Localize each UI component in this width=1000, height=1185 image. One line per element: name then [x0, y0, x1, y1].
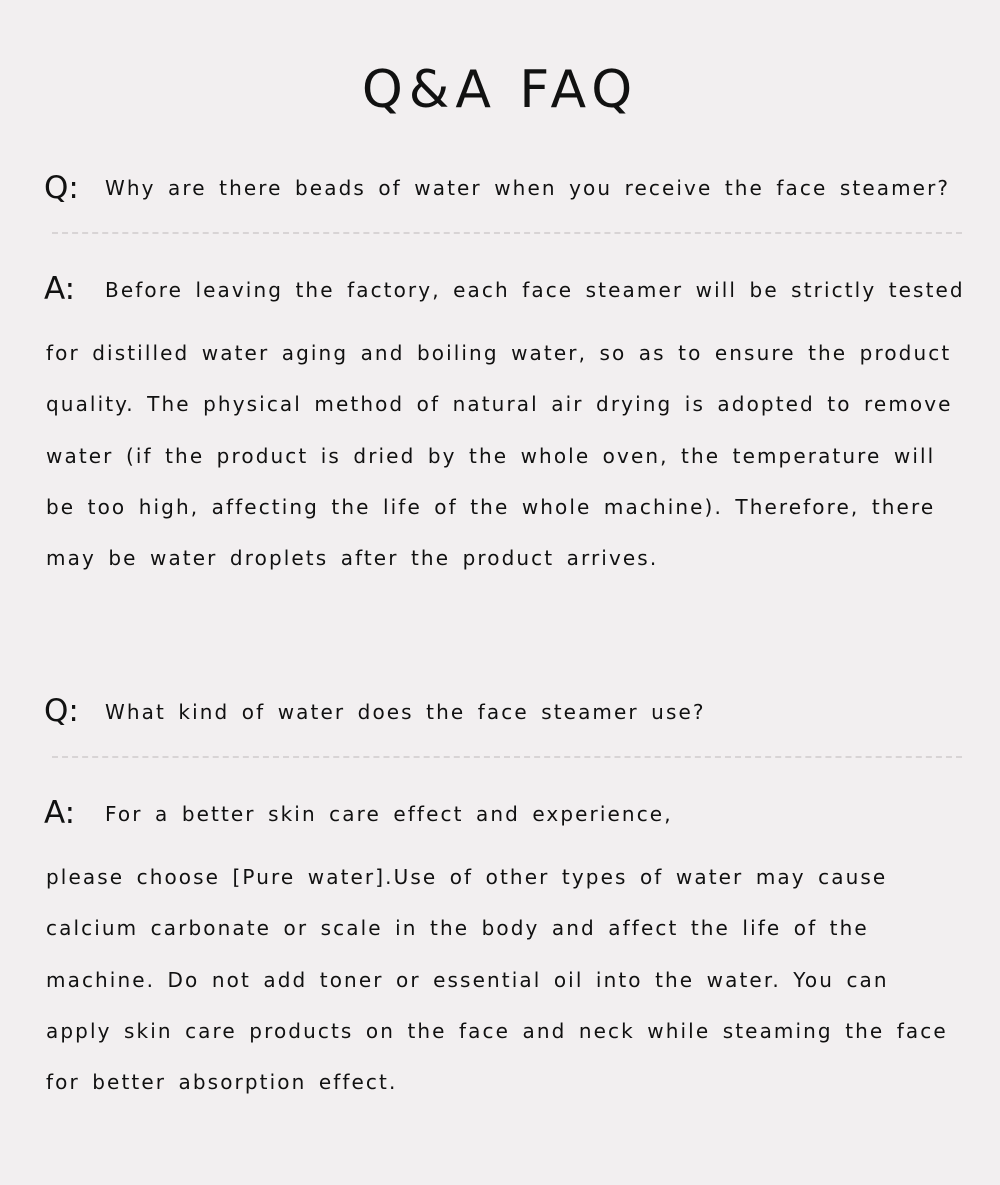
faq-1-answer-line: be too high, affecting the life of the whole machine). Therefore, there [46, 495, 936, 519]
faq-1-answer-line: quality. The physical method of natural air drying is adopted to remove [46, 392, 953, 416]
faq-2-answer-line: machine. Do not add toner or essential oil into the water. You can [46, 968, 889, 992]
answer-marker: A: [44, 271, 76, 307]
faq-2-answer-line: for better absorption effect. [46, 1070, 398, 1094]
faq-2-answer-line: apply skin care products on the face and neck while steaming the face [46, 1019, 948, 1043]
faq-1-answer-line: for distilled water aging and boiling water, so as to ensure the product [46, 341, 952, 365]
page-title: Q&A FAQ [361, 60, 639, 120]
faq-2-question: What kind of water does the face steamer use? [105, 700, 706, 724]
answer-marker: A: [44, 795, 76, 831]
faq-1-answer-line: water (if the product is dried by the whole oven, the temperature will [46, 444, 936, 468]
question-marker: Q: [44, 170, 79, 206]
faq-1-answer-line: may be water droplets after the product arrives. [46, 546, 659, 570]
faq-2-answer-first-line: For a better skin care effect and experience, [105, 802, 673, 826]
faq-2-answer-line: calcium carbonate or scale in the body and affect the life of the [46, 916, 869, 940]
faq-2-answer-line: please choose [Pure water].Use of other types of water may cause [46, 865, 888, 889]
faq-2-divider [52, 756, 962, 758]
question-marker: Q: [44, 693, 79, 729]
faq-1-divider [52, 232, 962, 234]
faq-1-answer-first-line: Before leaving the factory, each face steamer will be strictly tested [105, 278, 965, 302]
faq-1-question: Why are there beads of water when you receive the face steamer? [105, 176, 951, 200]
